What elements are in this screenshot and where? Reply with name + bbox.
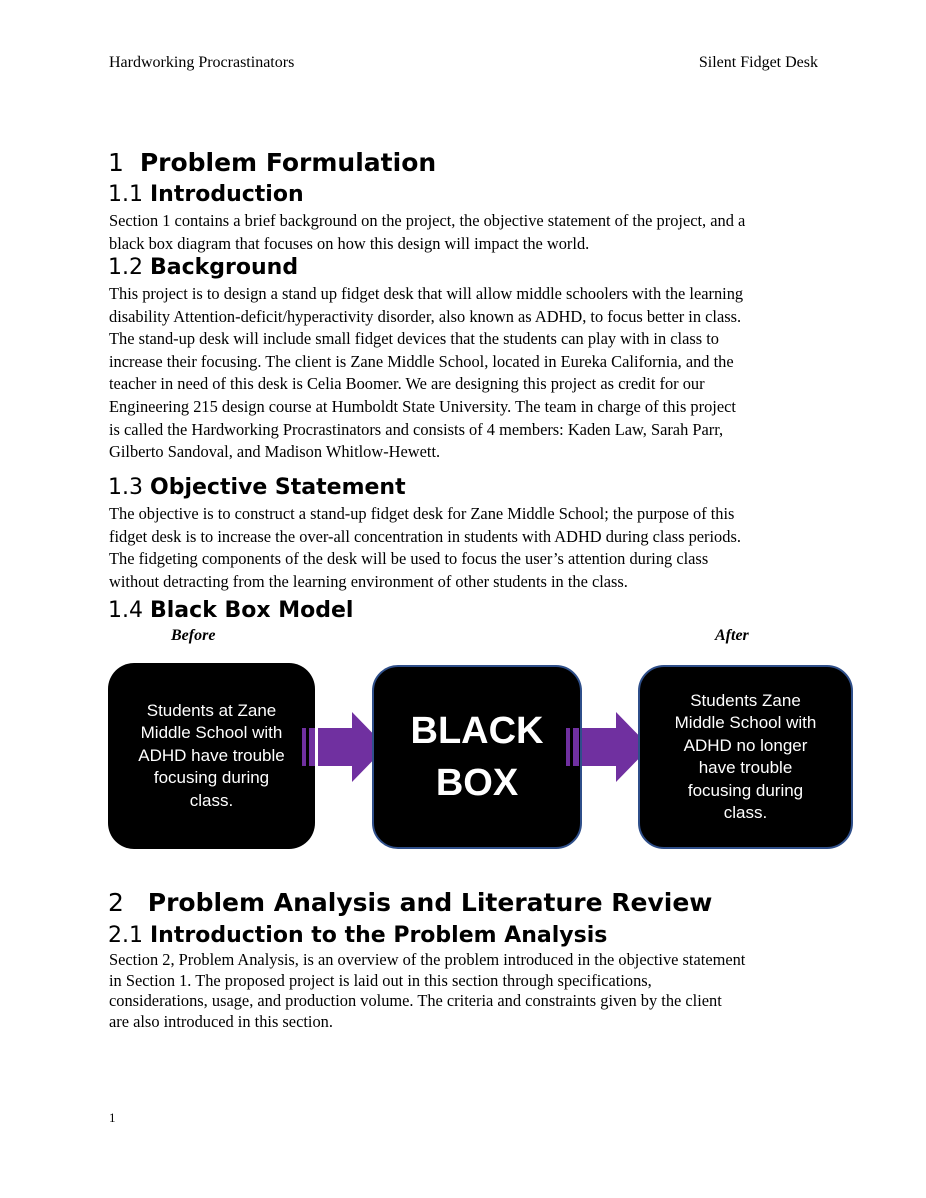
section-heading-1-4: 1.4 Black Box Model bbox=[108, 598, 354, 623]
black-box-text: BLACK BOX bbox=[410, 710, 544, 804]
section-heading-2: 2 Problem Analysis and Literature Review bbox=[108, 888, 713, 917]
section-heading-1-1: 1.1 Introduction bbox=[108, 182, 304, 207]
header-left: Hardworking Procrastinators bbox=[109, 54, 295, 71]
after-label: After bbox=[715, 627, 749, 644]
paragraph-introduction: Section 1 contains a brief background on the project, the objective statement of the project, and a black box diagram that focuses on how this design will impact the world. bbox=[109, 211, 746, 253]
header-right: Silent Fidget Desk bbox=[698, 54, 818, 71]
after-box-text: Students Zane Middle School with ADHD no longer have trouble focusing during class. bbox=[674, 690, 817, 822]
before-box bbox=[108, 663, 315, 849]
section-heading-1: 1 Problem Formulation bbox=[108, 148, 437, 177]
section-heading-1-3: 1.3 Objective Statement bbox=[108, 475, 406, 500]
black-box-center bbox=[372, 665, 582, 849]
paragraph-problem-analysis: Section 2, Problem Analysis, is an overview of the problem introduced in the objective statement in Section 1. The proposed project is laid out in this section through specifications, considerations, usage, and production volume. The criteria and constraints given by the client are also introduced in this section. bbox=[109, 950, 746, 1031]
section-heading-2-1: 2.1 Introduction to the Problem Analysis bbox=[108, 923, 608, 948]
section-heading-1-2: 1.2 Background bbox=[108, 255, 299, 280]
after-box bbox=[638, 665, 853, 849]
paragraph-objective: The objective is to construct a stand-up fidget desk for Zane Middle School; the purpose of this fidget desk is to increase the over-all concentration in students with ADHD during class periods. The fidgeting components of the desk will be used to focus the user’s attention during class without detracting from the learning environment of other students in the class. bbox=[109, 504, 741, 591]
paragraph-background: This project is to design a stand up fidget desk that will allow middle schoolers with the learning disability Attention-deficit/hyperactivity disorder, also known as ADHD, to focus better in class. The stand-up desk will include small fidget devices that the students can play with in class to increase their focusing. The client is Zane Middle School, located in Eureka California, and the teacher in need of this desk is Celia Boomer. We are designing this project as credit for our Engineering 215 design course at Humboldt State University. The team in charge of this project is called the Hardworking Procrastinators and consists of 4 members: Kaden Law, Sarah Parr, Gilberto Sandoval, and Madison Whitlow-Hewett. bbox=[109, 284, 744, 462]
before-label: Before bbox=[171, 627, 216, 644]
before-box-text: Students at Zane Middle School with ADHD have trouble focusing during class. bbox=[138, 700, 285, 810]
page-number: 1 bbox=[109, 1110, 116, 1125]
